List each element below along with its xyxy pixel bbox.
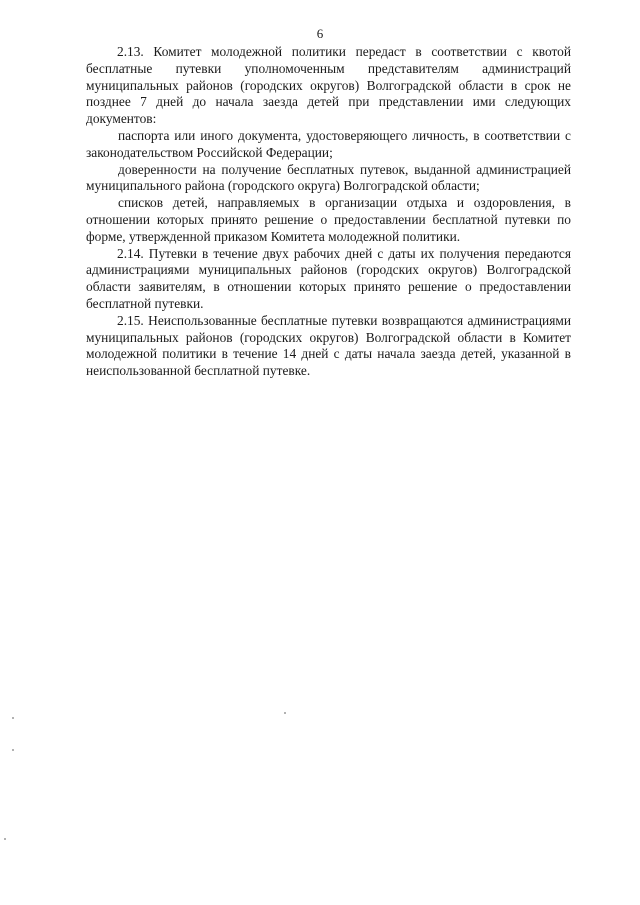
list-item-passport: паспорта или иного документа, удостоверяющего личность, в соответствии с законодательством Российской Федерации; xyxy=(86,127,571,160)
scan-speck xyxy=(12,749,14,751)
scan-speck xyxy=(284,712,286,714)
paragraph-2-14: 2.14. Путевки в течение двух рабочих дней с даты их получения передаются администрациями муниципальных районов (городских округов) Волгоградской области заявителям, в отношении которых принято решение о предоставлении бесплатной путевки. xyxy=(86,245,571,311)
page-number: 6 xyxy=(316,26,324,41)
document-body xyxy=(86,44,571,380)
paragraph-2-15: 2.15. Неиспользованные бесплатные путевки возвращаются администрациями муниципальных районов (городских округов) Волгоградской области в Комитет молодежной политики в течение 14 дней с даты начала заезда детей, указанной в неиспользованной бесплатной путевке. xyxy=(86,312,571,379)
scan-speck xyxy=(12,717,14,719)
paragraph-2-13: 2.13. Комитет молодежной политики передаст в соответствии с квотой бесплатные путевки уполномоченным представителям администраций муниципальных районов (городских округов) Волгоградской области в срок не позднее 7 дней до начала заезда детей при представлении ими следующих документов: xyxy=(86,44,571,127)
list-item-power-of-attorney: доверенности на получение бесплатных путевок, выданной администрацией муниципального района (городского округа) Волгоградской области; xyxy=(86,161,571,194)
scan-speck xyxy=(4,838,6,840)
list-item-children-lists: списков детей, направляемых в организации отдыха и оздоровления, в отношении которых принято решение о предоставлении бесплатной путевки по форме, утвержденной приказом Комитета молодежной политики. xyxy=(86,195,571,244)
